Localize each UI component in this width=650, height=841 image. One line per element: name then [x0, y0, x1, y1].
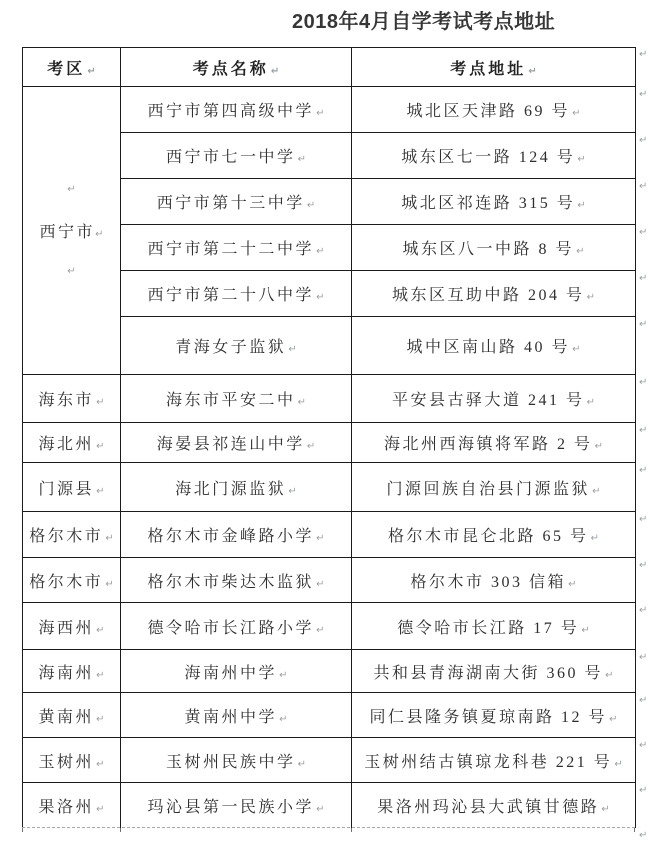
pilcrow-icon: ↵	[288, 485, 297, 497]
pilcrow-icon: ↵	[96, 803, 105, 815]
site-address-cell	[352, 87, 636, 133]
site-name-cell	[121, 512, 352, 558]
pilcrow-icon: ↵	[577, 154, 586, 165]
pilcrow-icon: ↵	[67, 266, 76, 277]
row-end-pilcrow-icon: ↵	[639, 465, 648, 476]
pilcrow-icon: ↵	[105, 533, 114, 544]
pilcrow-icon: ↵	[614, 758, 623, 770]
site-name-cell	[121, 738, 352, 783]
pilcrow-icon: ↵	[279, 669, 288, 681]
pilcrow-icon: ↵	[581, 624, 590, 636]
pilcrow-icon: ↵	[316, 533, 325, 544]
site-name-cell	[121, 463, 352, 512]
site-address-cell	[352, 463, 636, 512]
site-address-cell	[352, 603, 636, 650]
pilcrow-icon: ↵	[306, 200, 316, 211]
site-address-cell-label: 果洛州玛沁县大武镇甘德路	[377, 798, 600, 816]
site-name-cell-label: 海晏县祁连山中学	[156, 436, 305, 453]
pilcrow-icon: ↵	[577, 200, 586, 211]
table-row	[23, 87, 636, 133]
pilcrow-icon: ↵	[96, 624, 105, 636]
site-name-cell-label: 格尔木市金峰路小学	[147, 528, 315, 545]
region-cell	[23, 512, 121, 558]
region-cell	[23, 603, 121, 650]
site-address-cell	[352, 558, 636, 603]
pilcrow-icon: ↵	[594, 441, 603, 452]
site-name-cell-label: 玛沁县第一民族小学	[147, 798, 315, 816]
page-title: 2018年4月自学考试考点地址	[292, 11, 556, 33]
pilcrow-icon: ↵	[576, 246, 585, 257]
table-row	[23, 463, 636, 512]
region-cell	[23, 650, 121, 693]
pilcrow-icon: ↵	[572, 108, 581, 119]
site-name-cell	[121, 271, 352, 317]
site-name-cell-label: 西宁市第二十二中学	[147, 241, 315, 258]
pilcrow-icon: ↵	[96, 713, 105, 725]
site-address-cell-label: 城东区七一路 124 号	[401, 149, 576, 166]
site-address-cell	[352, 225, 636, 271]
row-end-pilcrow-icon: ↵	[639, 560, 648, 571]
site-name-cell-label: 海东市平安二中	[166, 392, 296, 409]
pilcrow-icon: ↵	[95, 229, 104, 240]
row-end-pilcrow-icon: ↵	[639, 605, 648, 616]
site-address-cell	[352, 783, 636, 828]
site-address-cell	[352, 423, 636, 463]
pilcrow-icon: ↵	[586, 397, 595, 408]
pilcrow-icon: ↵	[87, 65, 96, 77]
site-address-cell-label: 门源回族自治县门源监狱	[386, 480, 591, 498]
page-break-dashed-line	[22, 827, 635, 828]
site-address-cell	[352, 271, 636, 317]
site-name-cell	[121, 179, 352, 225]
pilcrow-icon: ↵	[67, 184, 76, 195]
site-name-cell	[121, 650, 352, 693]
site-address-cell-label: 城东区八一中路 8 号	[402, 241, 575, 258]
site-name-cell-label: 德令哈市长江路小学	[147, 619, 315, 637]
row-end-pilcrow-icon: ↵	[639, 181, 648, 192]
table-border-stub	[351, 828, 352, 832]
site-address-cell	[352, 375, 636, 423]
site-name-cell	[121, 423, 352, 463]
region-cell-label: 果洛州	[38, 798, 95, 816]
region-cell-label: 海南州	[38, 664, 95, 682]
site-name-cell	[121, 558, 352, 603]
site-address-cell-label: 城北区天津路 69 号	[406, 103, 571, 120]
site-address-cell-label: 城北区祁连路 315 号	[401, 195, 576, 212]
table-row	[23, 693, 636, 738]
site-name-cell-label: 西宁市第四高级中学	[147, 103, 315, 120]
row-end-pilcrow-icon: ↵	[639, 227, 648, 238]
pilcrow-icon: ↵	[316, 578, 325, 590]
site-name-cell	[121, 783, 352, 828]
region-cell	[23, 87, 121, 375]
region-cell-label: 玉树州	[38, 753, 95, 771]
table-row	[23, 558, 636, 603]
header-label-site-address: 考点地址	[450, 60, 527, 78]
pilcrow-icon: ↵	[316, 292, 325, 303]
pilcrow-icon: ↵	[592, 485, 601, 497]
site-address-cell-label: 德令哈市长江路 17 号	[397, 619, 580, 637]
site-name-cell	[121, 603, 352, 650]
pilcrow-icon: ↵	[316, 803, 325, 815]
region-cell	[23, 783, 121, 828]
site-name-cell-label: 格尔木市柴达木监狱	[147, 573, 315, 591]
site-address-cell-label: 平安县古驿大道 241 号	[392, 392, 585, 409]
site-address-cell	[352, 650, 636, 693]
site-name-cell-label: 玉树州民族中学	[166, 753, 296, 771]
region-cell-label: 海东市	[38, 392, 95, 409]
site-name-cell	[121, 87, 352, 133]
site-name-cell-label: 西宁市第二十八中学	[147, 287, 315, 304]
row-end-pilcrow-icon: ↵	[639, 135, 648, 146]
site-name-cell-label: 黄南州中学	[184, 708, 278, 726]
region-cell	[23, 558, 121, 603]
site-address-cell-label: 同仁县隆务镇夏琼南路 12 号	[369, 708, 608, 726]
pilcrow-icon: ↵	[297, 154, 306, 165]
region-cell	[23, 423, 121, 463]
row-end-pilcrow-icon: ↵	[639, 425, 648, 436]
site-address-cell	[352, 317, 636, 375]
pilcrow-icon: ↵	[279, 713, 288, 725]
site-address-cell	[352, 693, 636, 738]
region-cell	[23, 738, 121, 783]
site-name-cell	[121, 375, 352, 423]
row-end-pilcrow-icon: ↵	[639, 49, 648, 60]
table-row	[23, 375, 636, 423]
row-end-pilcrow-icon: ↵	[639, 89, 648, 100]
table-row	[23, 650, 636, 693]
pilcrow-icon: ↵	[316, 108, 325, 119]
table-row	[23, 738, 636, 783]
region-cell-label: 格尔木市	[29, 573, 104, 591]
site-address-cell	[352, 133, 636, 179]
row-end-pilcrow-icon: ↵	[639, 785, 648, 796]
table-row	[23, 603, 636, 650]
site-address-cell-label: 海北州西海镇将军路 2 号	[384, 436, 593, 453]
pilcrow-icon: ↵	[316, 624, 325, 636]
site-name-cell-label: 西宁市第十三中学	[156, 195, 305, 212]
row-end-pilcrow-icon: ↵	[639, 319, 648, 330]
region-cell-label: 门源县	[38, 480, 95, 498]
site-name-cell-label: 海南州中学	[184, 664, 278, 682]
pilcrow-icon: ↵	[601, 803, 610, 815]
table-row	[23, 512, 636, 558]
region-cell	[23, 375, 121, 423]
site-address-cell-label: 城中区南山路 40 号	[406, 339, 571, 356]
header-label-region: 考区	[47, 60, 86, 78]
region-cell-label: 海西州	[38, 619, 95, 637]
site-address-cell	[352, 512, 636, 558]
pilcrow-icon: ↵	[572, 344, 581, 355]
site-address-cell-label: 玉树州结古镇琼龙科巷 221 号	[364, 753, 613, 771]
pilcrow-icon: ↵	[605, 669, 614, 681]
site-name-cell	[121, 693, 352, 738]
site-name-cell-label: 青海女子监狱	[175, 339, 287, 356]
header-cell-region	[23, 48, 121, 87]
site-address-cell-label: 格尔木市昆仑北路 65 号	[388, 528, 589, 545]
pilcrow-icon: ↵	[96, 397, 105, 408]
site-address-cell-label: 共和县青海湖南大街 360 号	[373, 664, 604, 682]
row-end-pilcrow-icon: ↵	[639, 740, 648, 751]
site-name-cell-label: 海北门源监狱	[175, 480, 287, 498]
site-name-cell	[121, 225, 352, 271]
pilcrow-icon: ↵	[96, 441, 105, 452]
pilcrow-icon: ↵	[316, 246, 325, 257]
header-cell-site-address	[352, 48, 636, 87]
pilcrow-icon: ↵	[306, 441, 316, 452]
pilcrow-icon: ↵	[270, 65, 280, 77]
row-end-pilcrow-icon: ↵	[639, 273, 648, 284]
row-end-pilcrow-icon: ↵	[639, 377, 648, 388]
pilcrow-icon: ↵	[609, 713, 618, 725]
header-cell-site-name	[121, 48, 352, 87]
pilcrow-icon: ↵	[568, 578, 577, 590]
region-cell-label: 西宁市	[39, 224, 96, 241]
site-address-cell-label: 格尔木市 303 信箱	[410, 573, 567, 591]
table-row	[23, 783, 636, 828]
table-border-stub	[22, 828, 23, 832]
region-cell	[23, 693, 121, 738]
table-row	[23, 423, 636, 463]
row-end-pilcrow-icon: ↵	[639, 652, 648, 663]
table-header-row	[23, 48, 636, 87]
site-name-cell-label: 西宁市七一中学	[166, 149, 296, 166]
region-cell-label: 海北州	[38, 436, 95, 453]
pilcrow-icon: ↵	[586, 292, 595, 303]
pilcrow-icon: ↵	[288, 344, 297, 355]
pilcrow-icon: ↵	[297, 397, 306, 408]
exam-sites-table	[22, 47, 636, 828]
region-cell-label: 黄南州	[38, 708, 95, 726]
pilcrow-icon: ↵	[105, 578, 114, 590]
header-label-site-name: 考点名称	[192, 60, 269, 78]
pilcrow-icon: ↵	[96, 485, 105, 497]
pilcrow-icon: ↵	[96, 758, 105, 770]
site-address-cell-label: 城东区互助中路 204 号	[392, 287, 585, 304]
table-border-stub	[634, 828, 635, 832]
row-end-pilcrow-icon: ↵	[639, 514, 648, 525]
pilcrow-icon: ↵	[528, 65, 537, 77]
site-name-cell	[121, 317, 352, 375]
pilcrow-icon: ↵	[96, 669, 105, 681]
table-border-stub	[120, 828, 121, 832]
region-cell-label: 格尔木市	[29, 528, 104, 545]
site-address-cell	[352, 179, 636, 225]
row-end-pilcrow-icon: ↵	[639, 695, 648, 706]
pilcrow-icon: ↵	[590, 533, 599, 544]
region-cell	[23, 463, 121, 512]
pilcrow-icon: ↵	[297, 758, 306, 770]
site-address-cell	[352, 738, 636, 783]
row-end-pilcrow-icon: ↵	[639, 830, 648, 841]
site-name-cell	[121, 133, 352, 179]
